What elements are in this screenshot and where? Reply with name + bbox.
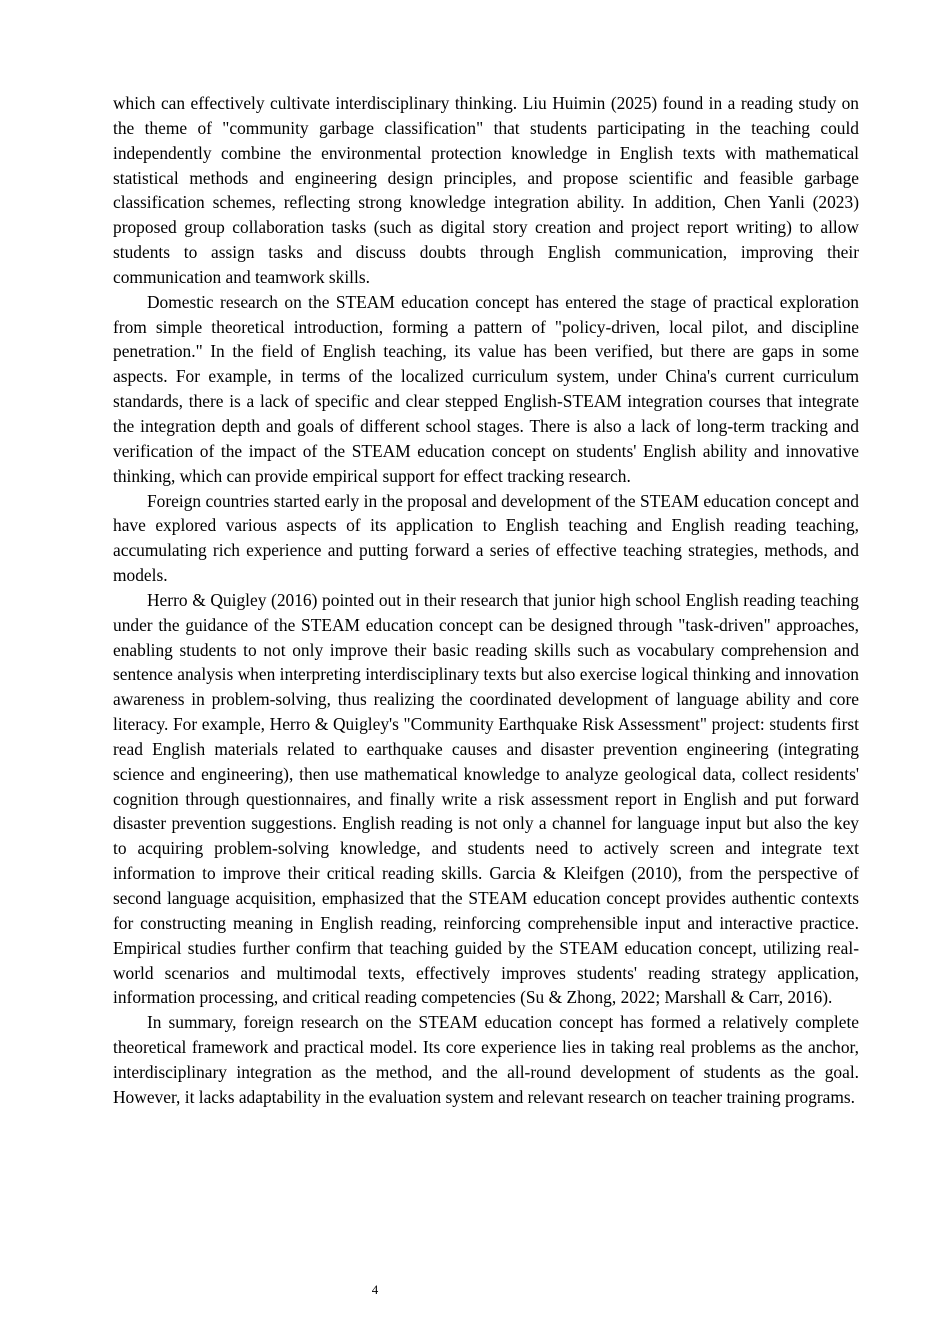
paragraph-continuation: which can effectively cultivate interdisciplinary thinking. Liu Huimin (2025) found in a reading study on the theme of "community garbage classification" that students participating in the teaching could independently combine the environmental protection knowledge in English texts with mathematical statistical methods and engineering design principles, and propose scientific and feasible garbage classification schemes, reflecting strong knowledge integration ability. In addition, Chen Yanli (2023) proposed group collaboration tasks (such as digital story creation and project report writing) to allow students to assign tasks and discuss doubts through English communication, improving their communication and teamwork skills. bbox=[113, 93, 859, 287]
paragraph-domestic-research: Domestic research on the STEAM education concept has entered the stage of practical exploration from simple theoretical introduction, forming a pattern of "policy-driven, local pilot, and discipline penetration." In the field of English teaching, its value has been verified, but there are gaps in some aspects. For example, in terms of the localized curriculum system, under China's current curriculum standards, there is a lack of specific and clear stepped English-STEAM integration courses that integrate the integration depth and goals of different school stages. There is also a lack of long-term tracking and verification of the impact of the STEAM education concept on students' English ability and innovative thinking, which can provide empirical support for effect tracking research. bbox=[113, 291, 859, 486]
body-text bbox=[113, 91, 859, 1110]
paragraph-summary: In summary, foreign research on the STEAM education concept has formed a relatively complete theoretical framework and practical model. Its core experience lies in taking real problems as the anchor, interdisciplinary integration as the method, and the all-round development of students as the goal. However, it lacks adaptability in the evaluation system and relevant research on teacher training programs. bbox=[113, 1012, 859, 1107]
page-number: 4 bbox=[371, 1282, 379, 1297]
paragraph-foreign-research: Foreign countries started early in the proposal and development of the STEAM education concept and have explored various aspects of its application to English teaching and English reading teaching, accumulating rich experience and putting forward a series of effective teaching strategies, methods, and models. bbox=[113, 490, 859, 586]
paragraph-herro-quigley: Herro & Quigley (2016) pointed out in their research that junior high school English reading teaching under the guidance of the STEAM education concept can be designed through "task-driven" approaches, enabling students to not only improve their basic reading skills such as vocabulary comprehension and sentence analysis when interpreting interdisciplinary texts but also exercise logical thinking and innovation awareness in problem-solving, thus realizing the coordinated development of language ability and core literacy. For example, Herro & Quigley's "Community Earthquake Risk Assessment" project: students first read English materials related to earthquake causes and disaster prevention engineering (integrating science and engineering), then use mathematical knowledge to analyze geological data, collect residents' cognition through questionnaires, and finally write a risk assessment report in English and put forward disaster prevention suggestions. English reading is not only a channel for language input but also the key to acquiring problem-solving knowledge, and students need to actively screen and integrate text information to improve their critical reading skills. Garcia & Kleifgen (2010), from the perspective of second language acquisition, emphasized that the STEAM education concept provides authentic contexts for constructing meaning in English reading, reinforcing comprehensible input and interactive practice. Empirical studies further confirm that teaching guided by the STEAM education concept, utilizing real-world scenarios and multimodal texts, effectively improves students' reading strategy application, information processing, and critical reading competencies (Su & Zhong, 2022; Marshall & Carr, 2016). bbox=[113, 589, 859, 1008]
